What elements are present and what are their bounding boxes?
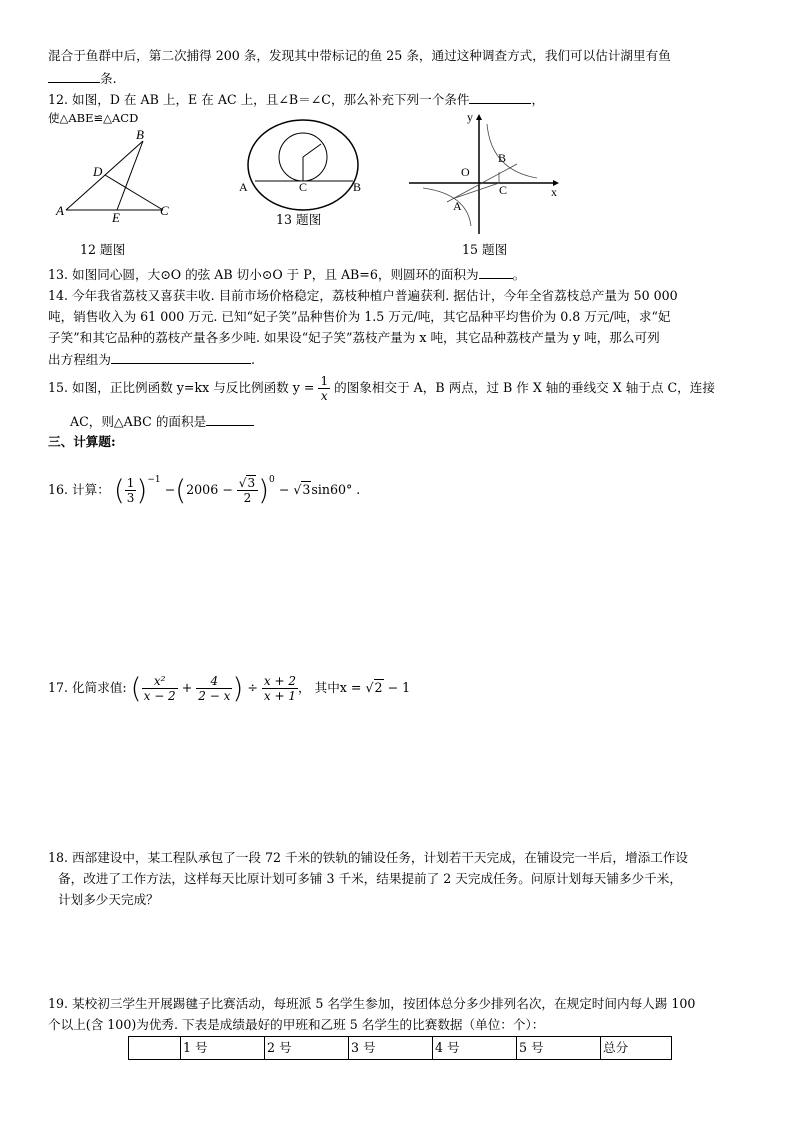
intro-line-1: 混合于鱼群中后，第二次捕得 200 条，发现其中带标记的鱼 25 条，通过这种调查方式，我们可以估计湖里有鱼: [48, 48, 671, 63]
label-a: A: [239, 180, 248, 194]
q18-line-2: 备，改进了工作方法，这样每天比原计划可多铺 3 千米，结果提前了 2 天完成任务。问原计划每天铺多少千米，: [58, 871, 682, 886]
q12-text: 12. 如图，D 在 AB 上，E 在 AC 上，且∠B＝∠C，那么补充下列一个条件: [48, 92, 470, 107]
answer-blank[interactable]: [206, 413, 254, 426]
fraction-one-third: $\frac{1}{3}$: [126, 476, 135, 505]
table-header-cell: 总分: [601, 1037, 672, 1060]
answer-blank[interactable]: [469, 91, 531, 104]
label-o: O: [461, 165, 470, 179]
table-header-cell: 3 号: [349, 1037, 433, 1060]
label-c: C: [160, 203, 169, 218]
table-header-cell: 1 号: [181, 1037, 265, 1060]
q14-line-4-text: 出方程组为: [48, 352, 111, 367]
fig12-caption: 12 题图: [80, 242, 126, 257]
label-b: B: [353, 180, 362, 194]
question-15: [48, 370, 715, 406]
q16-label: 16. 计算：: [48, 482, 110, 497]
answer-blank[interactable]: [48, 70, 100, 83]
q13-text: 13. 如图同心圆，大⊙O 的弦 AB 切小⊙O 于 P，且 AB=6，则圆环的面积为: [48, 267, 479, 282]
minus-sign: −: [278, 482, 290, 497]
sqrt-2: 2: [374, 680, 383, 695]
question-16: 16. 计算： ( $\frac{1}{3}$ )$^{-1}$ −(2006 − $\frac{√3}{2}$ )$^0$ − √3sin60° .: [48, 473, 361, 507]
q14-tail: .: [250, 352, 255, 367]
question-13: [48, 266, 525, 283]
figure-12: [50, 128, 190, 228]
q14-line-2: 吨，销售收入为 61 000 万元. 已知“妃子笑”品种售价为 1.5 万元/吨，其它品种平均售价为 0.8 万元/吨，求“妃: [48, 309, 671, 324]
q14-line-3: 子笑”和其它品种的荔枝产量各多少吨. 如果设“妃子笑”荔枝产量为 x 吨，其它品种荔枝产量为 y 吨，那么可列: [48, 330, 660, 345]
year-value: 2006 −: [186, 482, 233, 497]
question-17: 17. 化简求值: ( $\frac{\text{x²}}{x - 2}$ + $\frac{4}{2 - x}$ ) ÷ $\frac{x + 2}{x + 1}$ ， 其中x = √2 − 1: [48, 671, 411, 705]
fraction-root3-over-2: $\frac{√3}{2}$: [237, 476, 258, 505]
label-e: E: [112, 210, 120, 225]
fraction-b: $\frac{4}{2 - x}$: [198, 674, 231, 703]
table-header-cell: [129, 1037, 181, 1060]
table-header-cell: 5 号: [517, 1037, 601, 1060]
q14-line-4: [48, 351, 255, 368]
q19-line-2: 个以上(含 100)为优秀. 下表是成绩最好的甲班和乙班 5 名学生的比赛数据（单位：个）：: [48, 1017, 545, 1032]
plus-sign: +: [181, 680, 193, 695]
q15-line-2-text: AC，则△ABC 的面积是: [70, 414, 207, 429]
q17-label: 17. 化简求值:: [48, 680, 127, 695]
fig15-caption: 15 题图: [462, 242, 508, 257]
fraction-a: $\frac{\text{x²}}{x - 2}$: [143, 674, 176, 703]
q13-tail: 。: [512, 267, 526, 282]
q18-line-1: 18. 西部建设中，某工程队承包了一段 72 千米的铁轨的铺设任务，计划若干天完成，在铺设完一半后，增添工作设: [48, 850, 688, 865]
label-b: B: [498, 151, 507, 165]
label-y: y: [467, 110, 473, 124]
label-b: B: [136, 128, 144, 142]
answer-blank[interactable]: [479, 266, 513, 279]
figure-13: [235, 112, 375, 212]
label-x: x: [551, 185, 557, 199]
q12-line-2: 使△ABE≌△ACD: [48, 111, 139, 125]
sqrt-3: 3: [302, 482, 311, 497]
label-c: C: [499, 183, 508, 197]
label-d: D: [93, 164, 103, 179]
q14-line-1: 14. 今年我省荔枝又喜获丰收. 目前市场价格稳定，荔枝种植户普遍获利. 据估计，今年全省荔枝总产量为 50 000: [48, 288, 678, 303]
intro-line-2: [48, 70, 117, 87]
label-a: A: [453, 199, 462, 213]
exponent: −1: [147, 475, 161, 485]
q15-text-2: 的图象相交于 A，B 两点，过 B 作 X 轴的垂线交 X 轴于点 C，连接: [330, 380, 715, 395]
table-header-row: [129, 1037, 672, 1060]
fraction-1-over-x: $\frac{1}{x}$: [320, 374, 329, 403]
minus-sign: −: [164, 482, 176, 497]
fig13-caption: 13 题图: [276, 212, 322, 227]
answer-blank[interactable]: [111, 351, 251, 364]
q16-tail: sin60° .: [311, 482, 361, 497]
intro-tail: 条.: [100, 71, 117, 86]
fraction-c: $\frac{x + 2}{x + 1}$: [263, 674, 297, 703]
q12-tail: ，: [531, 92, 545, 107]
label-c: C: [299, 180, 308, 194]
q19-line-1: 19. 某校初三学生开展踢毽子比赛活动，每班派 5 名学生参加，按团体总分多少排列名次，在规定时间内每人踢 100: [48, 996, 696, 1011]
question-12: [48, 91, 544, 108]
label-a: A: [56, 203, 64, 218]
table-header-cell: 2 号: [265, 1037, 349, 1060]
q17-condition: ， 其中x =: [298, 680, 362, 695]
q18-line-3: 计划多少天完成？: [58, 892, 159, 907]
q15-line-2: [70, 413, 254, 430]
exponent: 0: [269, 475, 275, 485]
figure-15: [405, 108, 565, 238]
q15-text: 15. 如图，正比例函数 y=kx 与反比例函数 y =: [48, 380, 315, 395]
table-header-cell: 4 号: [433, 1037, 517, 1060]
q17-condition-tail: − 1: [387, 680, 411, 695]
score-table: [128, 1036, 672, 1060]
divide-sign: ÷: [247, 680, 258, 695]
section-heading: 三、计算题:: [48, 434, 116, 449]
